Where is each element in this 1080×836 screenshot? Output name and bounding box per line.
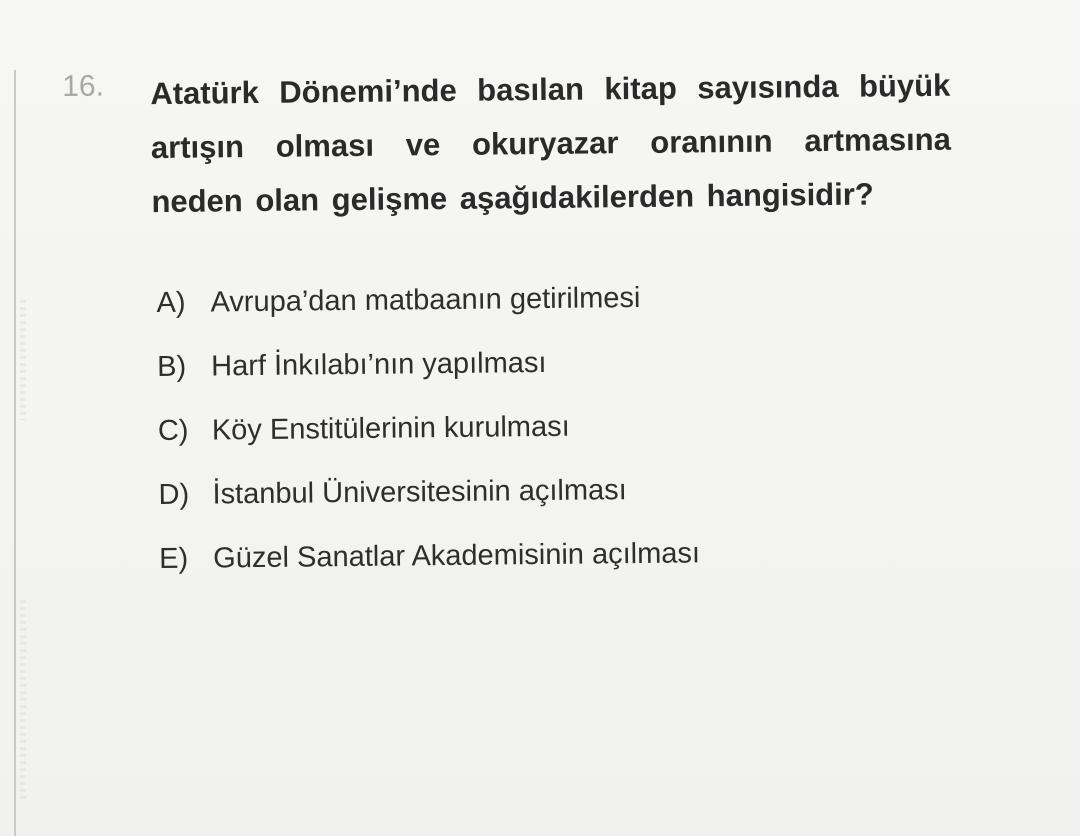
option-text: Köy Enstitülerinin kurulması [211, 410, 570, 447]
scan-bleed-mark [20, 300, 26, 420]
option-c[interactable] [158, 407, 919, 479]
scan-bleed-mark [20, 600, 26, 800]
option-letter: C) [157, 414, 189, 448]
option-d[interactable] [158, 471, 919, 543]
option-letter: A) [156, 286, 186, 320]
page-edge-line [14, 70, 16, 836]
option-text: Harf İnkılabı’nın yapılması [211, 346, 547, 383]
question-text: Atatürk Dönemi’nde basılan kitap sayısında büyük artışın olması ve okuryazar oranının artmasına neden olan gelişme aşağıdakilerden hangisidir? [150, 67, 952, 220]
option-a[interactable] [156, 279, 917, 351]
option-letter: D) [158, 478, 190, 512]
question-block [62, 53, 962, 576]
option-b[interactable] [157, 343, 918, 415]
answer-options [156, 279, 919, 607]
option-text: Güzel Sanatlar Akademisinin açılması [213, 537, 701, 575]
question-number: 16. [62, 69, 105, 103]
option-text: Avrupa’dan matbaanın getirilmesi [210, 281, 641, 319]
option-e[interactable] [159, 535, 920, 607]
option-letter: E) [159, 542, 189, 576]
option-text: İstanbul Üniversitesinin açılması [212, 474, 627, 511]
option-letter: B) [157, 350, 187, 384]
